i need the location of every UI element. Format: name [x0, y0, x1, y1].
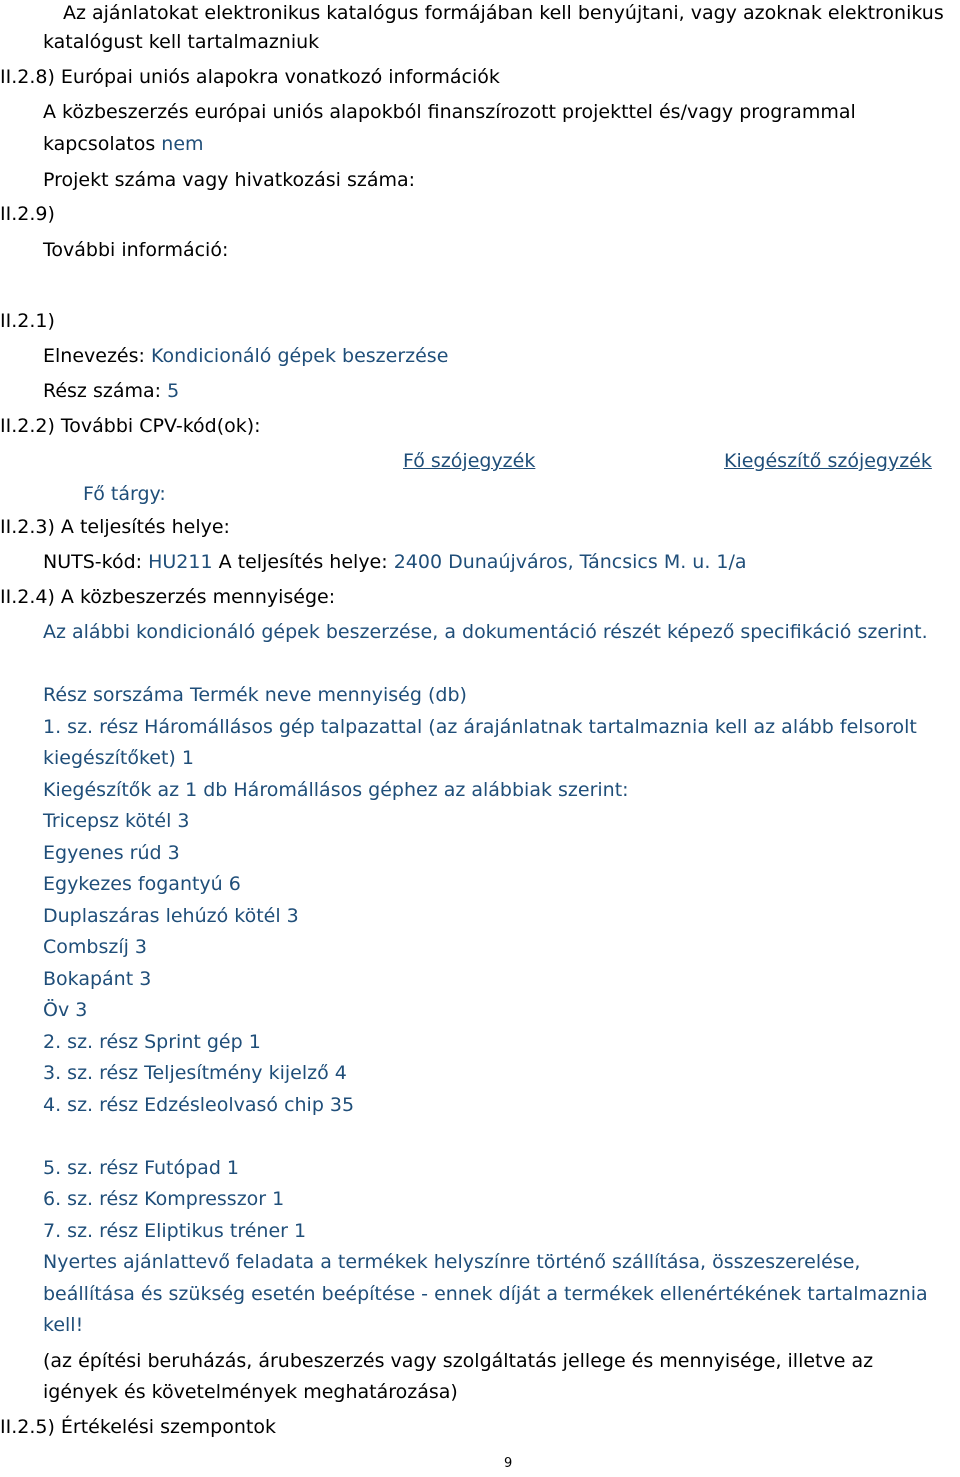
quantity-note: igények és követelmények meghatározása) [43, 1381, 458, 1403]
section-heading-2-8: II.2.8) Európai uniós alapokra vonatkozó információk [0, 66, 500, 88]
quantity-line: Kiegészítők az 1 db Háromállásos géphez az alábbiak szerint: [43, 779, 629, 801]
quantity-line: beállítása és szükség esetén beépítése - ennek díját a termékek ellenértékének tartalmaznia [43, 1283, 928, 1305]
section-heading-2-1: II.2.1) [0, 310, 55, 332]
quantity-line: 1. sz. rész Háromállásos gép talpazattal (az árajánlatnak tartalmaznia kell az alább felsorolt [43, 716, 917, 738]
quantity-line: Nyertes ajánlattevő feladata a termékek helyszínre történő szállítása, összeszerelése, [43, 1251, 861, 1273]
quantity-line: 7. sz. rész Eliptikus tréner 1 [43, 1220, 307, 1242]
quantity-line: kell! [43, 1314, 84, 1336]
eu-funded-label-2: kapcsolatos [43, 133, 156, 155]
eu-funded-label: A közbeszerzés európai uniós alapokból finanszírozott projekttel és/vagy programmal [43, 101, 856, 123]
quantity-line: Tricepsz kötél 3 [43, 810, 190, 832]
part-number-row [43, 378, 179, 404]
nuts-label: NUTS-kód: [43, 551, 143, 573]
cpv-supp-vocab-header: Kiegészítő szójegyzék [724, 450, 932, 472]
section-heading-2-3: II.2.3) A teljesítés helye: [0, 516, 230, 538]
quantity-line: Combszíj 3 [43, 936, 148, 958]
quantity-line: 5. sz. rész Futópad 1 [43, 1157, 240, 1179]
name-value: Kondicionáló gépek beszerzése [150, 345, 449, 367]
intro-line-1: Az ajánlatokat elektronikus katalógus formájában kell benyújtani, vagy azoknak elektronikus [63, 2, 944, 24]
quantity-line: 4. sz. rész Edzésleolvasó chip 35 [43, 1094, 355, 1116]
project-number-label: Projekt száma vagy hivatkozási száma: [43, 169, 416, 191]
section-heading-2-4: II.2.4) A közbeszerzés mennyisége: [0, 586, 336, 608]
place-value: 2400 Dunaújváros, Táncsics M. u. 1/a [393, 551, 747, 573]
additional-info-label: További információ: [43, 239, 229, 261]
section-heading-2-9: II.2.9) [0, 203, 55, 225]
part-number-value: 5 [167, 380, 180, 402]
quantity-line: Az alábbi kondicionáló gépek beszerzése, a dokumentáció részét képező specifikáció szerint. [43, 621, 928, 643]
quantity-line: Egyenes rúd 3 [43, 842, 180, 864]
nuts-value: HU211 [148, 551, 213, 573]
quantity-line: Rész sorszáma Termék neve mennyiség (db) [43, 684, 467, 706]
cpv-main-vocab-header: Fő szójegyzék [403, 450, 536, 472]
name-row [43, 343, 448, 369]
quantity-line: 6. sz. rész Kompresszor 1 [43, 1188, 285, 1210]
quantity-line: Bokapánt 3 [43, 968, 152, 990]
quantity-line: Egykezes fogantyú 6 [43, 873, 241, 895]
section-heading-2-2: II.2.2) További CPV-kód(ok): [0, 415, 261, 437]
quantity-line: Duplaszáras lehúzó kötél 3 [43, 905, 299, 927]
quantity-line: kiegészítőket) 1 [43, 747, 194, 769]
name-label: Elnevezés: [43, 345, 145, 367]
eu-funded-value: nem [161, 133, 204, 155]
quantity-note: (az építési beruházás, árubeszerzés vagy szolgáltatás jellege és mennyisége, illetve az [43, 1350, 874, 1372]
quantity-line: 2. sz. rész Sprint gép 1 [43, 1031, 261, 1053]
quantity-line: 3. sz. rész Teljesítmény kijelző 4 [43, 1062, 347, 1084]
eu-funded-row [43, 131, 204, 157]
page-number: 9 [504, 1456, 513, 1471]
place-row [43, 549, 747, 575]
part-number-label: Rész száma: [43, 380, 162, 402]
place-label: A teljesítés helye: [218, 551, 388, 573]
quantity-line: Öv 3 [43, 999, 88, 1021]
main-subject-label: Fő tárgy: [83, 483, 166, 505]
intro-line-2: katalógust kell tartalmazniuk [43, 31, 320, 53]
section-heading-2-5: II.2.5) Értékelési szempontok [0, 1416, 276, 1438]
